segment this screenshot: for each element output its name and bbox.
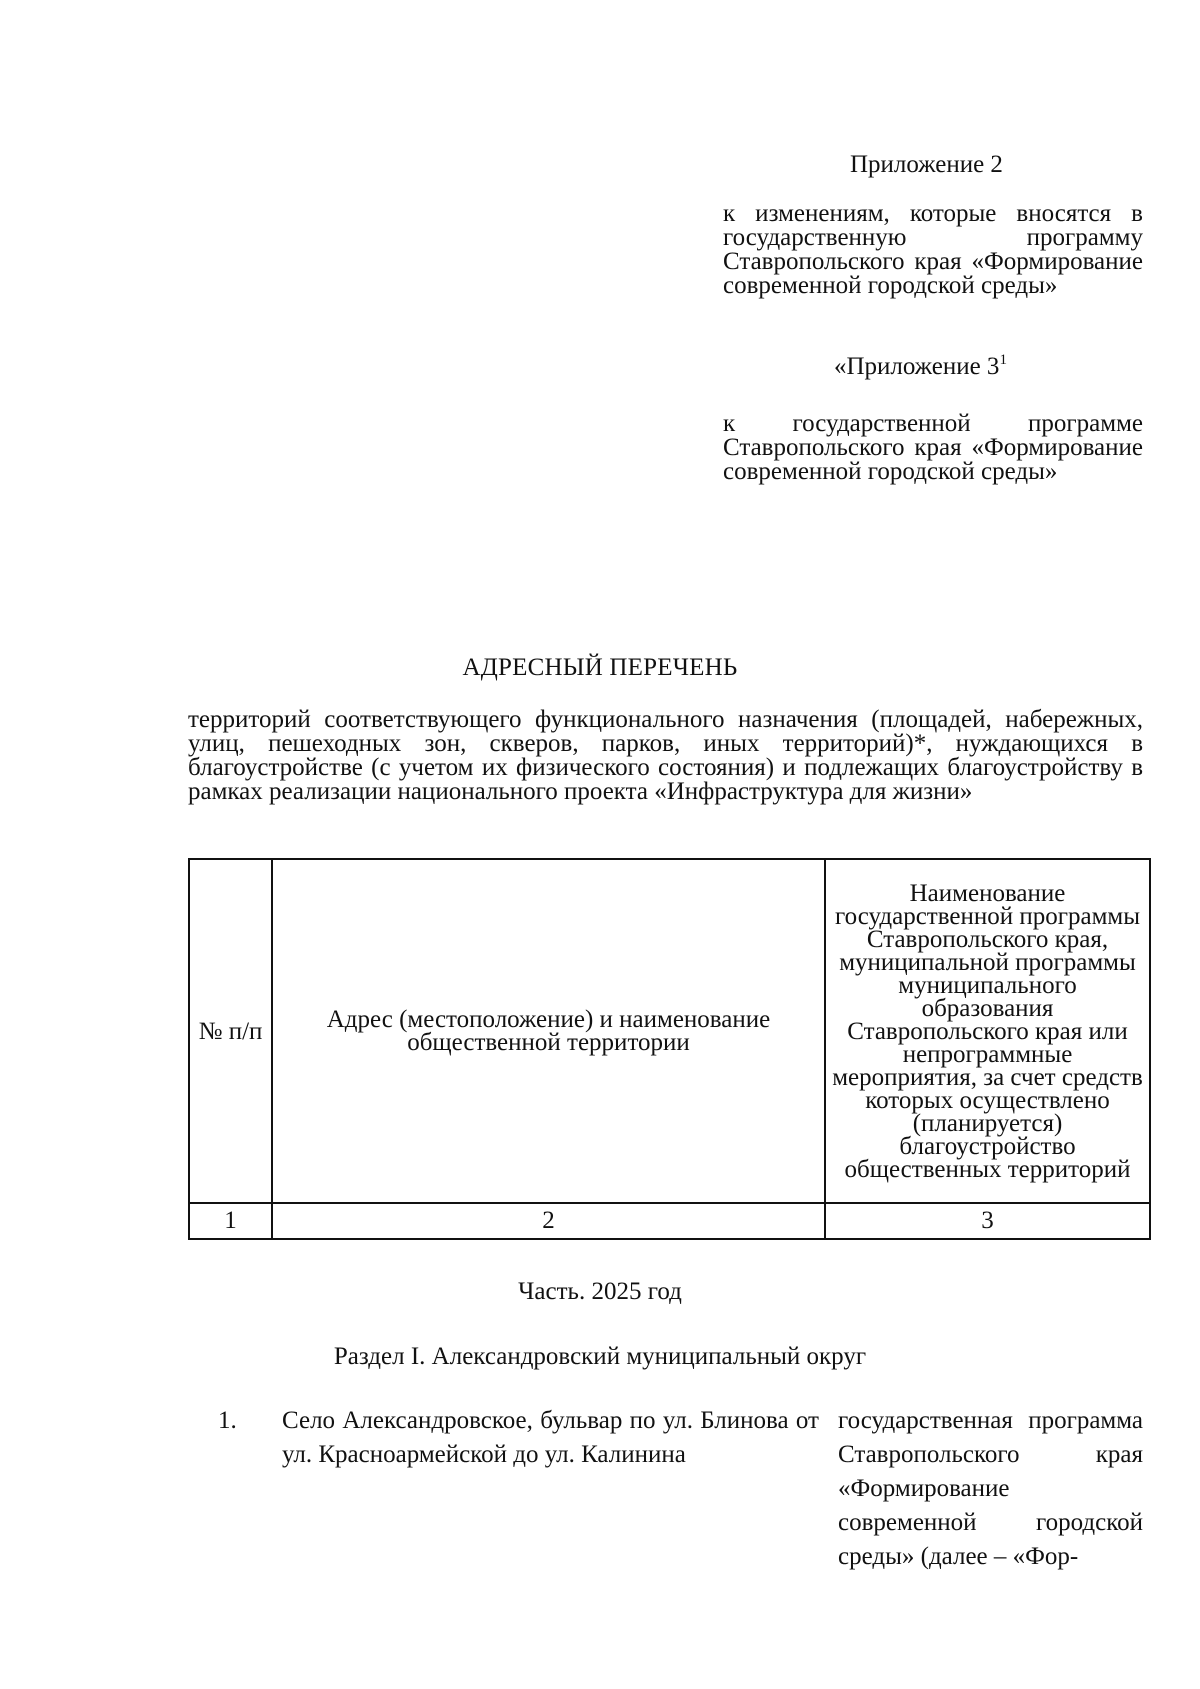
table-header-row	[189, 859, 1150, 1203]
entry-number: 1.	[218, 1407, 237, 1434]
appendix-3-title	[834, 352, 1007, 382]
column-header-program: Наименование государственной программы Ставропольского края, муниципальной программы муниципального образования Ставропольского края или непрограммные мероприятия, за счет средств которых осуществлено (планируется) благоустройство общественных территорий	[825, 859, 1150, 1203]
document-heading: АДРЕСНЫЙ ПЕРЕЧЕНЬ	[462, 654, 738, 681]
column-header-number: № п/п	[189, 859, 272, 1203]
entry-address: Село Александровское, бульвар по ул. Блинова от ул. Красноармейской до ул. Калинина	[282, 1407, 819, 1468]
appendix-3-superscript: 1	[999, 352, 1007, 368]
appendix-3-title-text: «Приложение 3	[834, 353, 1000, 380]
column-number-1: 1	[189, 1203, 272, 1239]
entry-program: государственная программа Ставропольского края «Формирование современной городской среды» (далее – «Фор-	[838, 1407, 1143, 1570]
address-list-table	[188, 858, 1149, 1238]
document-subheading: территорий соответствующего функционального назначения (площадей, набережных, улиц, пешеходных зон, скверов, парков, иных территорий)*, нуждающихся в благоустройстве (с учетом их физического состояния) и подлежащих благоустройству в рамках реализации национального проекта «Инфраструктура для жизни»	[188, 706, 1143, 805]
table-column-numbers-row	[189, 1203, 1150, 1239]
appendix-2-text: к изменениям, которые вносятся в государственную программу Ставропольского края «Формирование современной городской среды»	[723, 200, 1143, 299]
column-number-2: 2	[272, 1203, 825, 1239]
part-title: Часть. 2025 год	[518, 1278, 682, 1305]
column-header-address: Адрес (местоположение) и наименование общественной территории	[272, 859, 825, 1203]
section-title: Раздел I. Александровский муниципальный округ	[333, 1343, 867, 1370]
column-number-3: 3	[825, 1203, 1150, 1239]
appendix-3-text: к государственной программе Ставропольского края «Формирование современной городской среды»	[723, 410, 1143, 485]
appendix-2-title: Приложение 2	[850, 151, 1003, 178]
header-table	[188, 858, 1151, 1240]
